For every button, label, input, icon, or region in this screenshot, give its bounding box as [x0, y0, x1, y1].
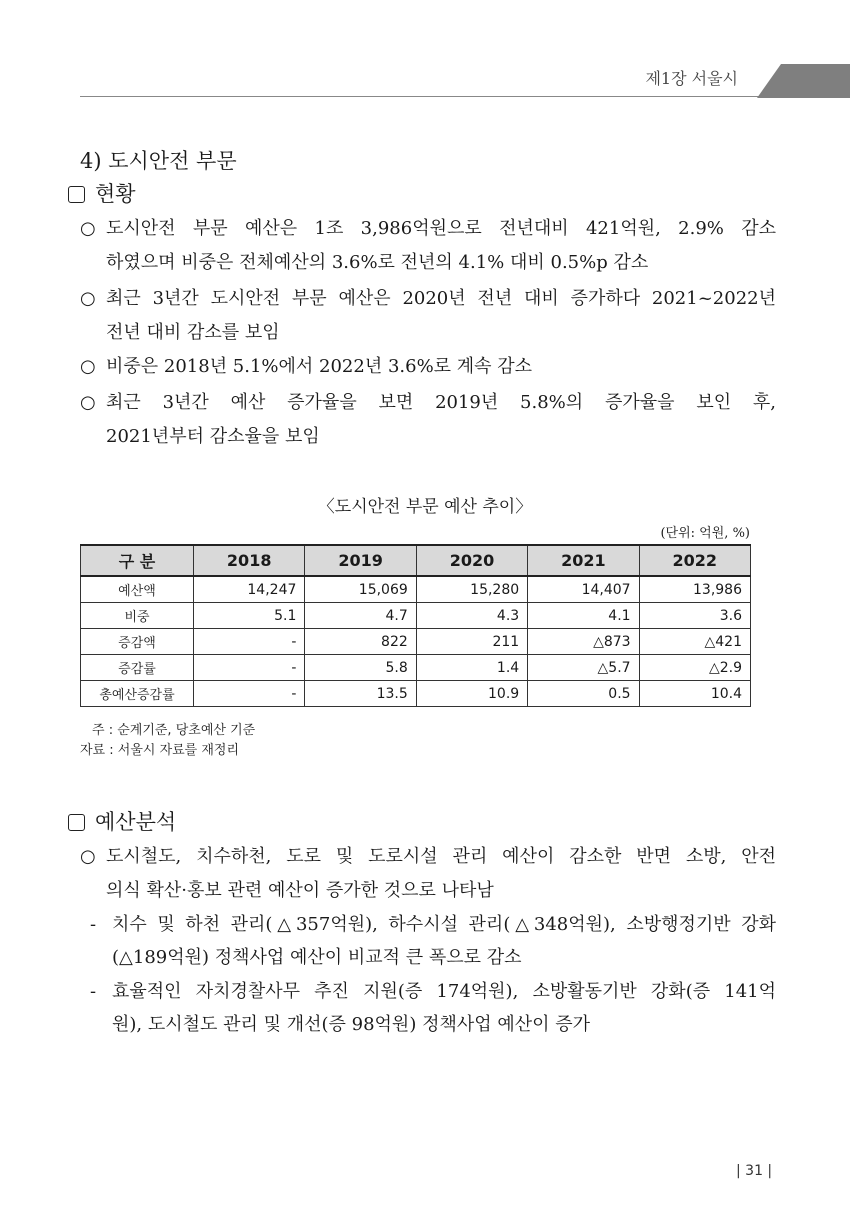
analysis-dash-2-line2: 원), 도시철도 관리 및 개선(증 98억원) 정책사업 예산이 증가: [112, 1014, 591, 1035]
status-bullet-3-line1: 비중은 2018년 5.1%에서 2022년 3.6%로 계속 감소: [106, 356, 533, 377]
analysis-dash-1-line2: (△189억원) 정책사업 예산이 비교적 큰 폭으로 감소: [112, 947, 522, 968]
table-row: [81, 681, 751, 707]
row-label: 총예산증감률: [81, 681, 194, 707]
header-tab-decoration: [757, 64, 850, 98]
header-cell: 2022: [639, 545, 750, 576]
analysis-dash-1-line1: 치수 및 하천 관리(△357억원), 하수시설 관리(△348억원), 소방행정기반 강화: [112, 914, 776, 935]
table-cell: 13,986: [639, 576, 750, 603]
status-bullet-4-line1: 최근 3년간 예산 증가율을 보면 2019년 5.8%의 증가율을 보인 후,: [106, 392, 776, 413]
status-bullet-1-line2: 하였으며 비중은 전체예산의 3.6%로 전년의 4.1% 대비 0.5%p 감소: [106, 252, 649, 273]
table-cell: 3.6: [639, 603, 750, 629]
table-cell: 15,280: [416, 576, 527, 603]
bullet-circle-icon: ○: [80, 218, 96, 239]
status-bullet-1-line1: 도시안전 부문 예산은 1조 3,986억원으로 전년대비 421억원, 2.9% 감소: [106, 218, 776, 239]
table-cell: 1.4: [416, 655, 527, 681]
table-row: [81, 655, 751, 681]
bullet-circle-icon: ○: [80, 356, 96, 377]
budget-table: [80, 544, 751, 707]
table-cell: 822: [305, 629, 416, 655]
chapter-header: 제1장 서울시: [645, 69, 738, 88]
table-cell: -: [194, 681, 305, 707]
table-cell: 5.8: [305, 655, 416, 681]
analysis-heading: [68, 806, 176, 836]
dash-marker: -: [90, 981, 97, 1002]
row-label: 증감률: [81, 655, 194, 681]
header-cell: 2018: [194, 545, 305, 576]
dash-marker: -: [90, 914, 97, 935]
table-cell: 10.9: [416, 681, 527, 707]
table-cell: 4.7: [305, 603, 416, 629]
table-unit: (단위: 억원, %): [660, 526, 750, 541]
analysis-dash-2-line1: 효율적인 자치경찰사무 추진 지원(증 174억원), 소방활동기반 강화(증 141억: [112, 981, 776, 1002]
checkbox-square-icon: [68, 814, 85, 831]
table-row: [81, 603, 751, 629]
bullet-circle-icon: ○: [80, 392, 96, 413]
status-heading: [68, 178, 136, 208]
status-bullet-4-line2: 2021년부터 감소율을 보임: [106, 426, 320, 447]
table-cell: 5.1: [194, 603, 305, 629]
header-cell: 2020: [416, 545, 527, 576]
table-cell: -: [194, 629, 305, 655]
table-cell: 10.4: [639, 681, 750, 707]
bullet-circle-icon: ○: [80, 288, 96, 309]
header-rule: [80, 96, 763, 97]
header-cell: 구 분: [81, 545, 194, 576]
table-cell: 211: [416, 629, 527, 655]
analysis-bullet-line1: 도시철도, 치수하천, 도로 및 도로시설 관리 예산이 감소한 반면 소방, 안전: [106, 846, 776, 867]
table-row: [81, 576, 751, 603]
table-cell: -: [194, 655, 305, 681]
table-title: 〈도시안전 부문 예산 추이〉: [317, 497, 533, 517]
page-number: | 31 |: [736, 1163, 773, 1179]
table-cell: 14,247: [194, 576, 305, 603]
table-source: 자료 : 서울시 자료를 재정리: [80, 743, 240, 758]
table-cell: 0.5: [528, 681, 639, 707]
status-heading-label: 현황: [95, 182, 136, 206]
table-row: [81, 629, 751, 655]
checkbox-square-icon: [68, 186, 85, 203]
header-cell: 2021: [528, 545, 639, 576]
bullet-circle-icon: ○: [80, 846, 96, 867]
table-cell: 15,069: [305, 576, 416, 603]
row-label: 예산액: [81, 576, 194, 603]
analysis-heading-label: 예산분석: [95, 810, 177, 834]
table-header-row: [81, 545, 751, 576]
section-title: 4) 도시안전 부문: [80, 149, 237, 173]
table-cell: △873: [528, 629, 639, 655]
table-cell: 4.3: [416, 603, 527, 629]
header-cell: 2019: [305, 545, 416, 576]
status-bullet-2-line1: 최근 3년간 도시안전 부문 예산은 2020년 전년 대비 증가하다 2021~2022년: [106, 288, 776, 309]
analysis-bullet-line2: 의식 확산·홍보 관련 예산이 증가한 것으로 나타남: [106, 880, 494, 901]
table-cell: △2.9: [639, 655, 750, 681]
table-cell: △5.7: [528, 655, 639, 681]
table-note: 주 : 순계기준, 당초예산 기준: [92, 723, 256, 738]
table-cell: △421: [639, 629, 750, 655]
table-cell: 14,407: [528, 576, 639, 603]
status-bullet-2-line2: 전년 대비 감소를 보임: [106, 322, 280, 343]
row-label: 증감액: [81, 629, 194, 655]
row-label: 비중: [81, 603, 194, 629]
table-cell: 13.5: [305, 681, 416, 707]
table-cell: 4.1: [528, 603, 639, 629]
